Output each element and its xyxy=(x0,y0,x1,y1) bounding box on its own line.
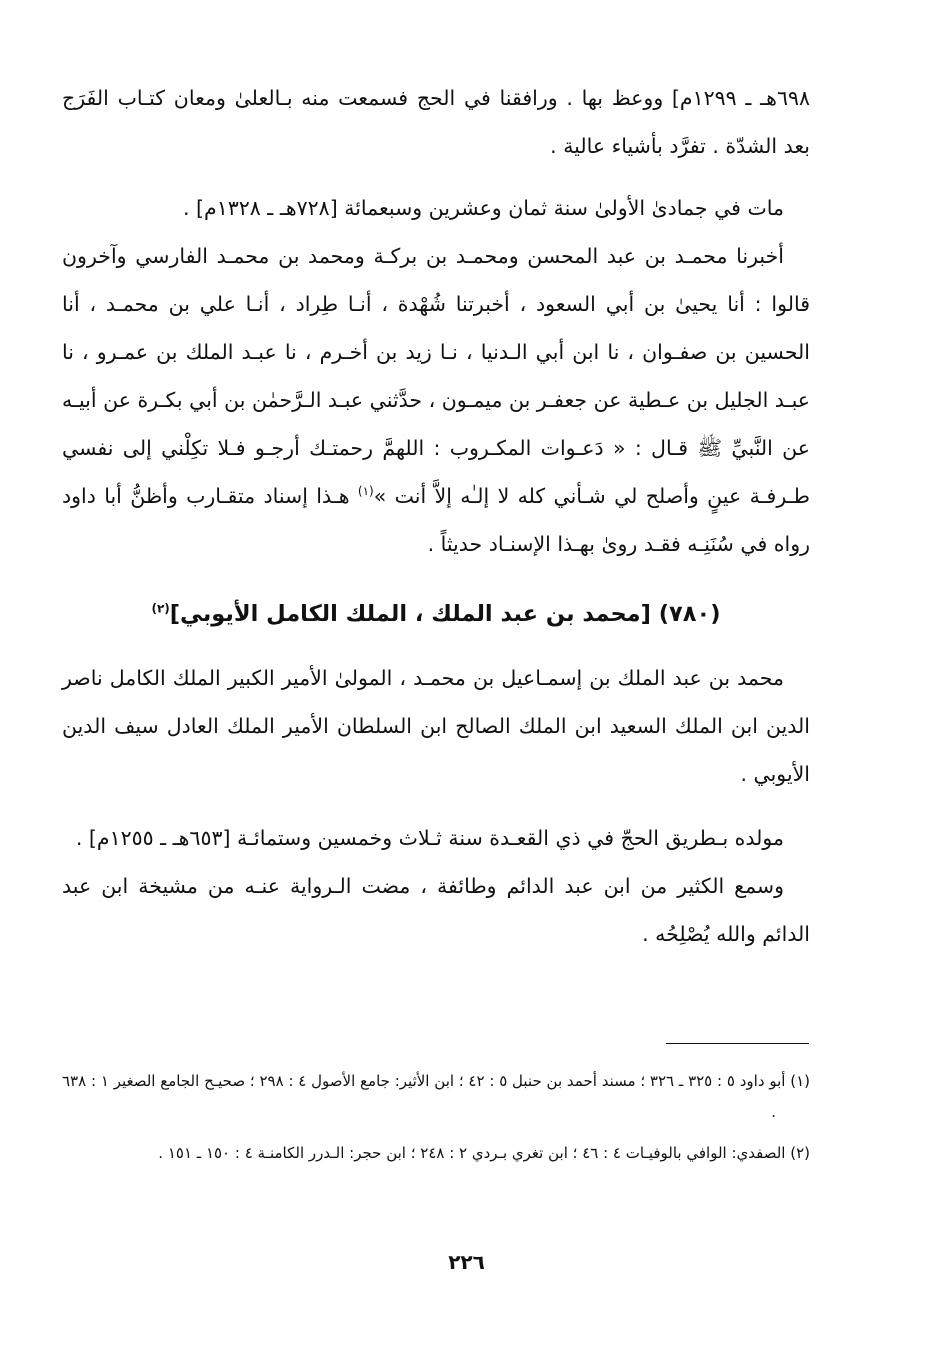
paragraph-4: محمد بن عبد الملك بن إسمـاعيل بن محمـد ، المولىٰ الأمير الكبير الملك الكامل ناصر الدين ابن الملك السعيد ابن الملك الصالح ابن السلطان الأمير الملك العادل سيف الدين الأيوبي . xyxy=(62,666,810,786)
footnote-1: (١) أبو داود ٥ : ٣٢٥ ـ ٣٢٦ ؛ مسند أحمد بن حنبل ٥ : ٤٢ ؛ ابن الأثير: جامع الأصول ٤ : ٢٩٨ ؛ صحيـح الجامع الصغير ١ : ٦٣٨ . xyxy=(62,1072,810,1121)
paragraph-3 xyxy=(62,232,810,568)
entry-heading xyxy=(62,590,810,638)
footnote-divider xyxy=(666,1043,809,1044)
main-text xyxy=(62,74,810,958)
entry-heading-text: (٧٨٠) [محمد بن عبد الملك ، الملك الكامل الأيوبي] xyxy=(169,601,721,627)
footnote-ref-1[interactable]: (١) xyxy=(357,484,374,499)
footnotes xyxy=(62,1066,810,1179)
paragraph-6: وسمع الكثير من ابن عبد الدائم وطائفة ، مضت الـرواية عنـه من مشيخة ابن عبد الدائم والله يُصْلِحُه . xyxy=(62,874,810,946)
paragraph-3-text-cont: هـذا إسناد متقـارب وأظنُّ أبا داود رواه في سُنَنِـه فقـد روىٰ بهـذا الإسنـاد حديثاً . xyxy=(62,484,810,556)
paragraph-1: ٦٩٨هـ ـ ١٢٩٩م] ووعظ بها . ورافقنا في الحج فسمعت منه بـالعلىٰ ومعان كتـاب الفَرَج بعد الشدّة . تفرَّد بأشياء عالية . xyxy=(62,86,810,158)
footnote-2: (٢) الصفدي: الوافي بالوفيـات ٤ : ٤٦ ؛ ابن تغري بـردي ٢ : ٢٤٨ ؛ ابن حجر: الـدرر الكامنـة ٤ : ١٥٠ ـ ١٥١ . xyxy=(158,1144,810,1162)
paragraph-5: مولده بـطريق الحجّ في ذي القعـدة سنة ثـلاث وخمسين وستمائـة [٦٥٣هـ ـ ١٢٥٥م] . xyxy=(75,826,784,850)
footnote-ref-2[interactable]: (٢) xyxy=(151,601,170,616)
paragraph-3-text: أخبرنا محمـد بن عبد المحسن ومحمـد بن بركـة ومحمد بن محمـد الفارسي وآخرون قالوا : أنا يحيىٰ بن أبي السعود ، أخبرتنا شُهْدة ، أنـا طِراد ، أنـا علي بن محمـد ، أنا الحسين بن صفـوان ، نا ابن أبي الـدنيا ، نـا زيد بن أخـرم ، نا عبـد الملك بن عمـرو ، نا عبـد الجليل بن عـطية عن جعفـر بن ميمـون ، حدَّثني عبـد الـرَّحمٰن بن أبي بكـرة عن أبيـه عن النَّبيِّ ﷺ قـال : « دَعـوات المكـروب : اللهمَّ رحمتـك أرجـو فـلا تكِلْني إلى نفسي طـرفـة عينٍ وأصلح لي شـأني كله لا إلـٰه إلاَّ أنت » xyxy=(62,244,810,508)
paragraph-2: مات في جمادىٰ الأولىٰ سنة ثمان وعشرين وسبعمائة [٧٢٨هـ ـ ١٣٢٨م] . xyxy=(183,196,784,220)
page-number: ٢٢٦ xyxy=(448,1250,485,1274)
